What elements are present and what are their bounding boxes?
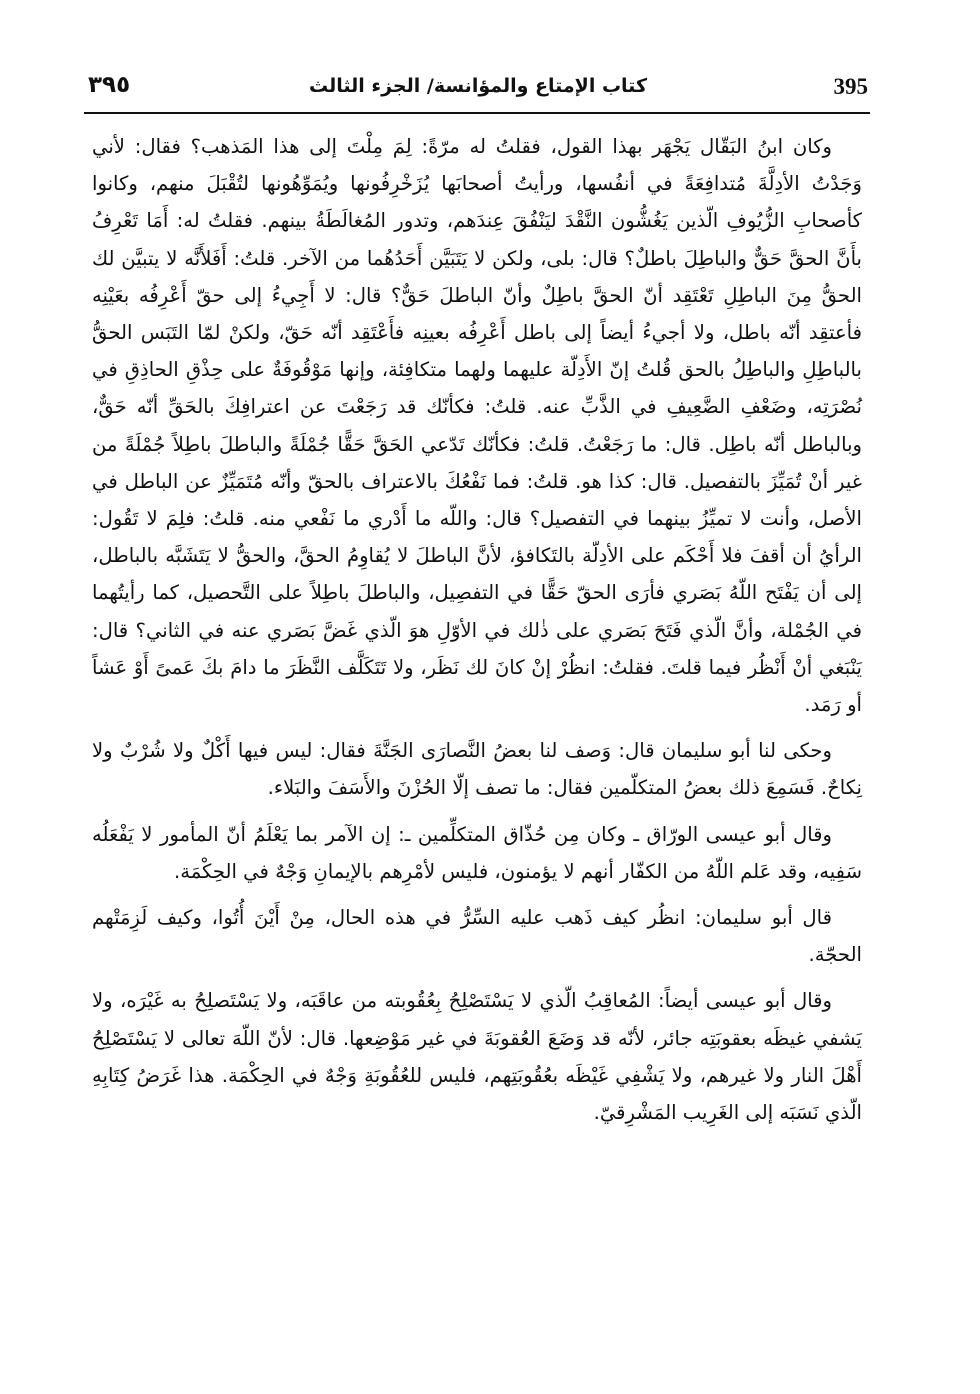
paragraph-abu-sulayman-reply: قال أبو سليمان: انظُر كيف ذَهب عليه السِّرُّ في هذه الحال، مِنْ أَيْنَ أُتُوا، وكيف لَزِمَتْهم الحجّة. (92, 906, 862, 967)
running-header (88, 72, 868, 108)
header-rule (84, 112, 870, 114)
page-number-latin: 395 (833, 74, 868, 99)
page-number-arabic: ٣٩٥ (88, 72, 131, 98)
page-body (92, 128, 862, 1354)
paragraph-abu-isa-punishment: وقال أبو عيسى أيضاً: المُعاقِبُ الّذي لا يَسْتَصْلِحُ بِعُقُوبته من عاقَبَه، ولا يَسْتَصلِحُ به غَيْرَه، ولا يَشفي غيظَه بعقوبَتِه جائر، لأنّه قد وَضَعَ العُقوبَةَ في غير مَوْضِعها. قال: لأنّ اللّهَ تعالى لا يَسْتَصْلِحُ أَهْلَ النار ولا غيرهم، ولا يَشْفِي غَيْظَه بعُقُوبَتِهم، فليس للعُقُوبَةِ وَجْهٌ في الحِكْمَة. هذا غَرَضُ كِتَابِهِ الّذي نَسَبَه إلى الغَرِيب المَشْرِقيّ. (92, 989, 862, 1125)
paragraph-abu-isa-warraq: وقال أبو عيسى الورّاق ـ وكان مِن حُذّاق المتكلِّمين ـ: إن الآمر بما يَعْلَمُ أنّ المأمور لا يَفْعَلُه سَفِيه، وقد عَلم اللّهُ من الكفّار أنهم لا يؤمنون، فليس لأمْرِهم بالإيمانِ وَجْهٌ في الحِكْمَة. (92, 822, 862, 883)
paragraph-ibn-al-baqqal-dialogue: وكان ابنُ البَقّال يَجْهَر بهذا القول، فقلتُ له مرّةً: لِمَ مِلْتَ إلى هذا المَذهب؟ فقال: لأني وَجَدْتُ الأدِلَّةَ مُتدافِعَةً في أنفُسها، ورأيتُ أصحابَها يُزَخْرِفُونها ويُمَوِّهُونها لتُقْبَلَ منهم، وكانوا كأصحابِ الزُّيُوفِ الّذين يَغُشُّون النَّقْدَ ليَنْفُقَ عِندَهم، وتدور المُغالَطَةُ بينهم. فقلتُ له: أَمَا تَعْرِفُ بأَنَّ الحقَّ حَقٌّ والباطِلَ باطلٌ؟ قال: بلى، ولكن لا يَتَبَيَّن أَحَدُهُما من الآخر. قلتُ: أَفَلأَنَّه لا يتبيَّن لك الحقُّ مِنَ الباطِلِ تَعْتَقِد أنّ الحقَّ باطِلٌ وأنّ الباطلَ حَقٌّ؟ قال: لا أَجِيءُ إلى حقّ أَعْرِفُه بعَيْنِه فأعتقِد أنّه باطل، ولا أجيءُ أيضاً إلى باطل أَعْرِفُه بعينِه فأَعْتَقِد أنّه حَقّ، ولكنْ لمّا التَبَس الحقُّ بالباطِلِ والباطِلُ بالحق قُلتُ إنّ الأَدِلّة عليهما ولهما متكافِئة، وإنها مَوْقُوفَةٌ على حِذْقِ الحاذِقِ في نُصْرَتِه، وضَعْفِ الضَّعِيفِ في الذَّبِّ عنه. قلتُ: فكأنّك قد رَجَعْتَ عن اعترافِكَ بالحَقِّ أنّه حَقٌّ، وبالباطل أنّه باطِل. قال: ما رَجَعْتُ. قلتُ: فكأنّك تَدّعي الحَقَّ حَقًّا جُمْلَةً والباطلَ باطِلاً جُمْلَةً من غير أنْ تُمَيِّزَ بالتفصيل. قال: كذا هو. قلتُ: فما نَفْعُكَ بالاعتراف بالحقّ وأنّه مُتَمَيِّزٌ عن الباطل في الأصل، وأنت لا تميِّزُ بينهما في التفصيل؟ قال: واللّه ما أَدْري ما نَفْعي منه. قلتُ: فلِمَ لا تَقُول: الرأيُ أن أقفَ فلا أَحْكَم على الأدِلّة بالتَكافؤ، لأنَّ الباطلَ لا يُقاوِمُ الحقَّ، والحقُّ لا يَتَشَبَّه بالباطل، إلى أن يَفْتَح اللّهُ بَصَري فأرَى الحقّ حَقًّا في التفصِيل، والباطلَ باطِلاً على التَّحصيل، كما رأيتُهما في الجُمْلة، وأنَّ الّذي فَتَحَ بَصَري على ذٰلك في الأوّلِ هوَ الّذي غَضَّ بَصَري عنه في الثاني؟ قال: يَنْبَغي أنْ أَنْظُر فيما قلتَ. فقلتُ: انظُرْ إنْ كانَ لك نَظَر، ولا تَتَكَلَّف النَّظَرَ ما دامَ بكَ عَمىً أَوْ عَشاً أو رَمَد. (92, 135, 862, 717)
paragraph-abu-sulayman-christians: وحكى لنا أبو سليمان قال: وَصف لنا بعضُ النَّصارَى الجَنَّةَ فقال: ليس فيها أَكْلٌ ولا شُرْبٌ ولا نِكاحٌ. فَسَمِعَ ذلك بعضُ المتكلّمين فقال: ما تصف إلّا الحُزْنَ والأَسَفَ والبَلاء. (92, 739, 862, 800)
book-title-header: كتاب الإمتاع والمؤانسة/ الجزء الثالث (309, 75, 647, 97)
